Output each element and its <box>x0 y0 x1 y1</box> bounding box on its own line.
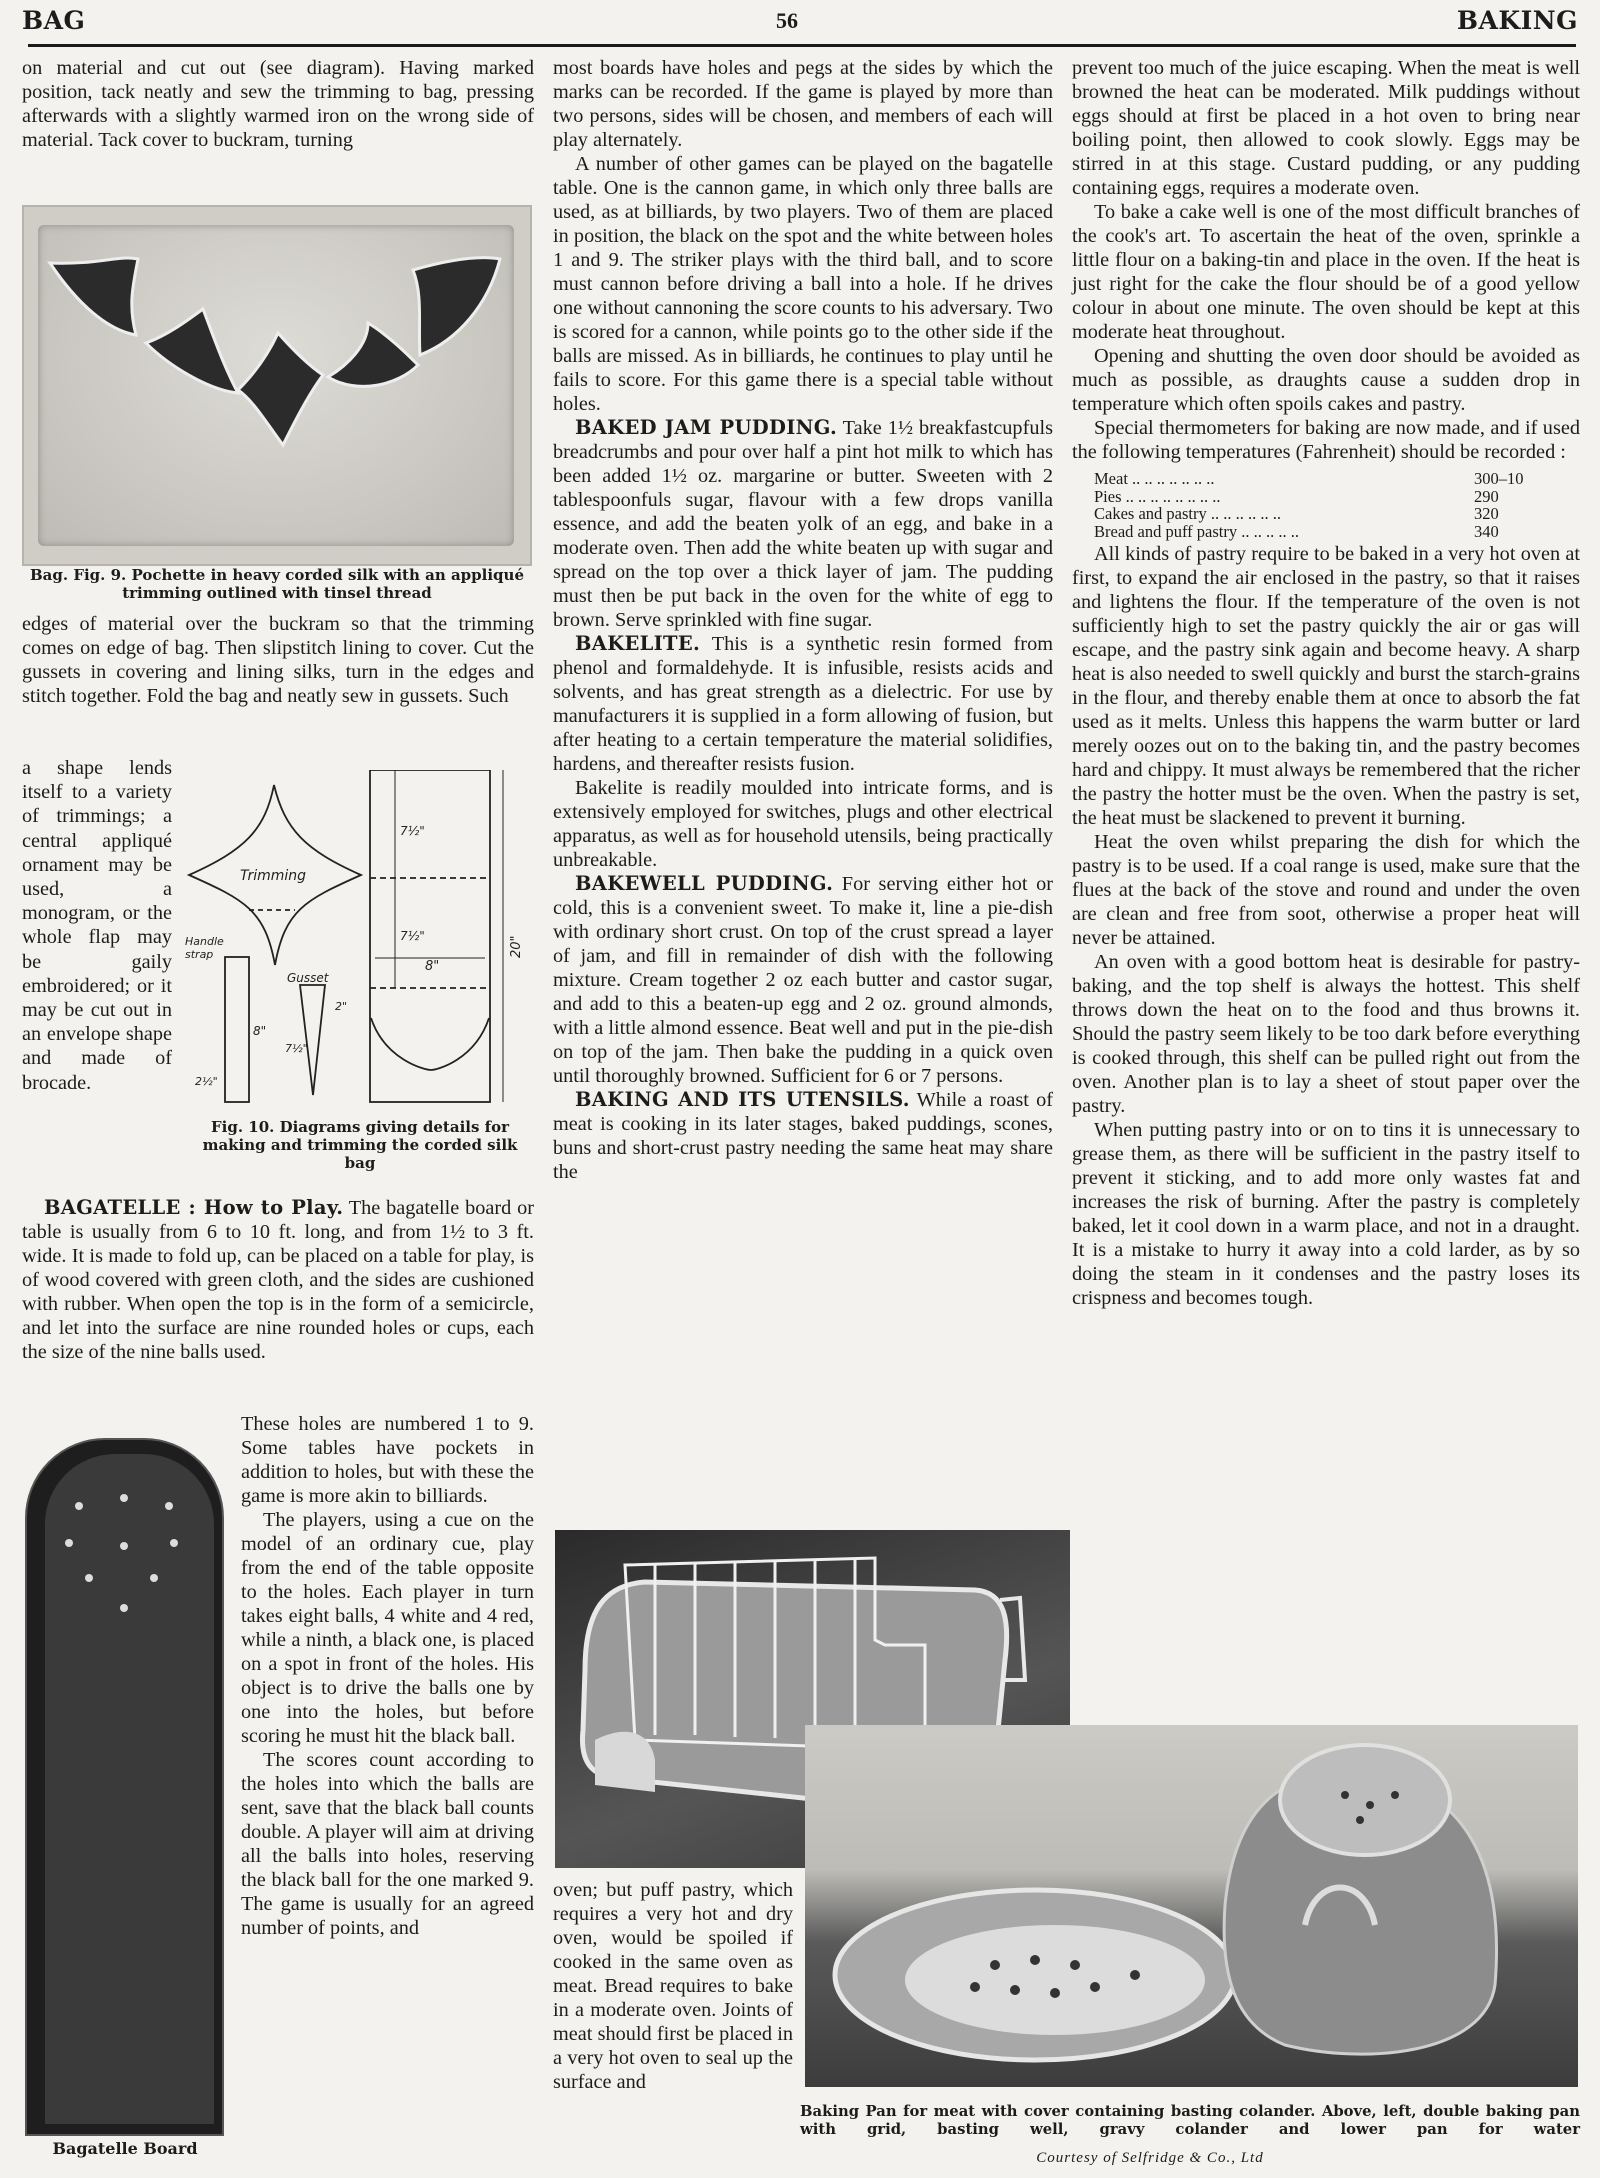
hole-icon <box>75 1502 83 1510</box>
running-head-left: BAG <box>22 6 86 35</box>
svg-text:Gusset: Gusset <box>287 971 329 985</box>
svg-text:7½": 7½" <box>285 1042 308 1055</box>
bag-instructions-para: on material and cut out (see diagram). Having marked position, tack neatly and sew the trimming to bag, pressing afterwards with a slightly warmed iron on the wrong side of material. Tack cover to buckram, turning <box>22 57 534 151</box>
bag-pattern-diagram-icon <box>185 770 530 1110</box>
baking-utensils-text: While a roast of meat is cooking in its later stages, baked puddings, scones, buns and short-crust pastry needing the same heat may share the <box>553 1089 1053 1183</box>
baked-jam-pudding-text: Take 1½ breakfastcupfuls breadcrumbs and pour over half a pint hot milk to which has been added 1½ oz. margarine or butter. Sweeten with 2 tablespoonfuls sugar, flavour with a few drops vanilla essence, and add the beaten yolk of an egg, and bake in a moderate oven. Then add the white beaten up with sugar and spread on the top over a thick layer of jam. The pudding must then be put back in the oven for the white of egg to brown. Serve sprinkled with fine sugar. <box>553 417 1053 631</box>
board-caption: Bagatelle Board <box>52 2139 198 2158</box>
bakelite-para-2: Bakelite is readily moulded into intricate forms, and is extensively employed for switches, plugs and other electrical apparatus, as well as for household utensils, being practically unbreakable. <box>553 777 1053 871</box>
hole-icon <box>120 1494 128 1502</box>
bagatelle-narrow-text <box>241 1412 534 1940</box>
header-rule <box>28 44 1576 47</box>
svg-text:Handle: Handle <box>185 935 224 948</box>
baked-jam-pudding-heading: BAKED JAM PUDDING. <box>575 416 838 439</box>
svg-text:2½": 2½" <box>195 1075 218 1088</box>
bakewell-pudding-heading: BAKEWELL PUDDING. <box>575 872 834 895</box>
left-col-narrow-text <box>22 756 172 1095</box>
svg-text:2": 2" <box>335 1000 348 1013</box>
heat-oven-para: Heat the oven whilst preparing the dish for which the pastry is to be used. If a coal range is used, make sure that the flues at the back of the stove and round and under the oven are clean and free from soot, otherwise a proper heat will never be attained. <box>1072 831 1580 949</box>
baking-utensils-heading: BAKING AND ITS UTENSILS. <box>575 1088 910 1111</box>
bottom-heat-para: An oven with a good bottom heat is desirable for pastry-baking, and the top shelf is always the hottest. This shelf throws down the heat on to the food and thus browns it. Should the pastry seem likely to be too dark before everything is cooked through, this shelf can be pulled right out from the oven. Another plan is to lay a sheet of stout paper over the pastry. <box>1072 951 1580 1117</box>
cannon-game-para: A number of other games can be played on the bagatelle table. One is the cannon game, in which only three balls are used, as at billiards, by two players. Two of them are placed in position, the black on the spot and the white between holes 1 and 9. The striker plays with the third ball, and to score must cannon before driving a ball into a hole. If he drives one without cannoning the score counts to his adversary. Two is scored for a cannon, while points go to the other side if the balls are missed. As in billiards, he continues to play until he fails to score. For this game there is a special table without holes. <box>553 153 1053 415</box>
utensils-continued-para: oven; but puff pastry, which requires a very hot and dry oven, would be spoiled if cooked in the same oven as meat. Bread requires to bake in a moderate oven. Joints of meat should first be placed in a very hot oven to seal up the surface and <box>553 1879 793 2093</box>
fig10-diagram <box>185 770 530 1110</box>
hole-icon <box>150 1574 158 1582</box>
running-head-right: BAKING <box>1456 6 1578 35</box>
applique-trimming-icon <box>38 225 514 546</box>
hole-icon <box>120 1604 128 1612</box>
bag-trimming-para: a shape lends itself to a variety of trimmings; a central appliqué ornament may be used, a monogram, or the whole flap may be gaily embroidered; or it may be cut out in an envelope shape and made of brocade. <box>22 757 172 1094</box>
hole-icon <box>165 1502 173 1510</box>
hole-icon <box>65 1539 73 1547</box>
bagatelle-intro-text: The bagatelle board or table is usually from 6 to 10 ft. long, and from 1½ to 3 ft. wide. It is made to fold up, can be placed on a table for play, is of wood covered with green cloth, and the sides are cushioned with rubber. When open the top is in the form of a semicircle, and let into the surface are nine rounded holes or cups, each the size of the nine balls used. <box>22 1197 534 1363</box>
bagatelle-board-photo <box>25 1438 224 2136</box>
baking-pan-cover-photo <box>805 1725 1578 2087</box>
svg-text:20": 20" <box>509 935 524 958</box>
temperature-table <box>1094 470 1534 540</box>
pan-caption: Baking Pan for meat with cover containing basting colander. Above, left, double baking pan with grid, basting well, gravy colander and lower pan for water <box>800 2103 1580 2138</box>
bagatelle-heading: BAGATELLE : How to Play. <box>44 1196 344 1219</box>
hole-icon <box>85 1574 93 1582</box>
bagatelle-holes-para: These holes are numbered 1 to 9. Some tables have pockets in addition to holes, but with these the game is more akin to billiards. <box>241 1413 534 1507</box>
bakelite-text: This is a synthetic resin formed from phenol and formaldehyde. It is infusible, resists acids and solvents, and has great strength as a dielectric. For use by manufacturers it is supplied in a form allowing of fusion, but after heating to a certain temperature the material solidifies, hardens, and thereafter resists fusion. <box>553 633 1053 775</box>
svg-text:7½": 7½" <box>400 929 425 943</box>
svg-text:8": 8" <box>425 959 440 974</box>
fig9-caption: Bag. Fig. 9. Pochette in heavy corded silk with an appliqué trimming outlined with tinsel thread <box>29 566 524 602</box>
page-number: 56 <box>776 8 798 33</box>
temperature-row: Cakes and pastry .. .. .. .. .. .. 320 <box>1094 504 1499 523</box>
bagatelle-boards-para: most boards have holes and pegs at the sides by which the marks can be recorded. If the game is played by more than two persons, sides will be chosen, and members of each will play alternately. <box>553 57 1053 151</box>
left-col-mid-text <box>22 612 534 708</box>
middle-col-text <box>553 56 1053 1184</box>
hole-icon <box>120 1542 128 1550</box>
temperature-row: Pies .. .. .. .. .. .. .. .. 290 <box>1094 486 1499 506</box>
bag-body <box>38 225 514 546</box>
thermometers-para: Special thermometers for baking are now made, and if used the following temperatures (Fahrenheit) should be recorded : <box>1072 417 1580 463</box>
temperature-row: Meat .. .. .. .. .. .. .. 300–10 <box>1094 469 1524 488</box>
pan-credit: Courtesy of Selfridge & Co., Ltd <box>1036 2150 1264 2166</box>
oven-door-para: Opening and shutting the oven door should be avoided as much as possible, as draughts cause a sudden drop in temperature which often spoils cakes and pastry. <box>1072 345 1580 415</box>
baking-pan-colander-icon <box>805 1725 1578 2087</box>
bakelite-heading: BAKELITE. <box>575 632 701 655</box>
svg-text:8": 8" <box>253 1024 267 1038</box>
bakewell-pudding-text: For serving either hot or cold, this is a convenient sweet. To make it, line a pie-dish with ordinary short crust. On top of the crust spread a layer of jam, and fill in remainder of dish with the following mixture. Cream together 2 oz each butter and castor sugar, and add to this a beaten-up egg and 2 oz. ground almonds, with a little almond essence. Beat well and put in the pie-dish on top of the jam. Then bake the pudding in a quick oven until thoroughly browned. Sufficient for 6 or 7 persons. <box>553 873 1053 1087</box>
svg-text:7½": 7½" <box>400 824 425 838</box>
temperature-row: Bread and puff pastry .. .. .. .. .. 340 <box>1094 521 1499 541</box>
bag-pochette-photo <box>22 205 532 566</box>
bagatelle-players-para: The players, using a cue on the model of an ordinary cue, play from the end of the table opposite to the holes. Each player in turn takes eight balls, 4 white and 4 red, while a ninth, a black one, is placed on a spot in front of the holes. His object is to drive the balls one by one into the holes, but before scoring he must hit the black ball. <box>241 1509 534 1747</box>
pastry-heat-para: All kinds of pastry require to be baked in a very hot oven at first, to expand the air enclosed in the pastry, so that it raises and lightens the flour. If the temperature of the oven is not sufficiently high to set the pastry quickly the air or gas will escape, and the pastry sink again and become heavy. A sharp heat is also needed to swell quickly and burst the starch-grains in the flour, and thereby enable them at once to absorb the fat used as it melts. Unless this happens the warm butter or lard merely oozes out on to the baking tin, and the pastry becomes hard and chippy. It must always be remembered that the richer the pastry the hotter must be the oven. When the pastry is set, the heat must be slackened to prevent it burning. <box>1072 543 1580 829</box>
meat-juice-para: prevent too much of the juice escaping. When the meat is well browned the heat can be moderated. Milk puddings without eggs should at first be placed in a hot oven to bring near boiling point, then allowed to cook slowly. Eggs may be stirred in at this stage. Custard pudding, or any pudding containing eggs, requires a moderate oven. <box>1072 57 1580 199</box>
svg-text:Trimming: Trimming <box>240 868 307 884</box>
bag-gusset-para: edges of material over the buckram so that the trimming comes on edge of bag. Then slipstitch lining to cover. Cut the gussets in covering and lining silks, turn in the edges and stitch together. Fold the bag and neatly sew in gussets. Such <box>22 613 534 707</box>
hole-icon <box>170 1539 178 1547</box>
greasing-tins-para: When putting pastry into or on to tins it is unnecessary to grease them, as there will be sufficient in the pastry itself to prevent it sticking, and to add more only wastes fat and increases the risk of burning. After the pastry is completely baked, let it cool down in a warm place, and not in a draught. It is a mistake to hurry it away into a cold larder, as by so doing the steam in it condenses and the pastry loses its crispness and becomes tough. <box>1072 1119 1580 1309</box>
board-surface <box>45 1454 214 2124</box>
bagatelle-scores-para: The scores count according to the holes into which the balls are sent, save that the black ball counts double. A player will aim at driving all the balls into holes, reserving the black ball for the one marked 9. The game is usually for an agreed number of points, and <box>241 1749 534 1939</box>
right-col-text <box>1072 56 1580 1310</box>
svg-text:strap: strap <box>185 948 214 961</box>
bagatelle-section <box>22 1196 534 1364</box>
left-col-top-text <box>22 56 534 152</box>
cake-baking-para: To bake a cake well is one of the most difficult branches of the cook's art. To ascertain the heat of the oven, sprinkle a little flour on a baking-tin and place in the oven. If the heat is just right for the cake the flour should be of a good yellow colour in about one minute. The oven should be kept at this moderate heat throughout. <box>1072 201 1580 343</box>
utensils-cont-text <box>553 1878 793 2094</box>
fig10-caption: Fig. 10. Diagrams giving details for making and trimming the corded silk bag <box>202 1118 518 1172</box>
